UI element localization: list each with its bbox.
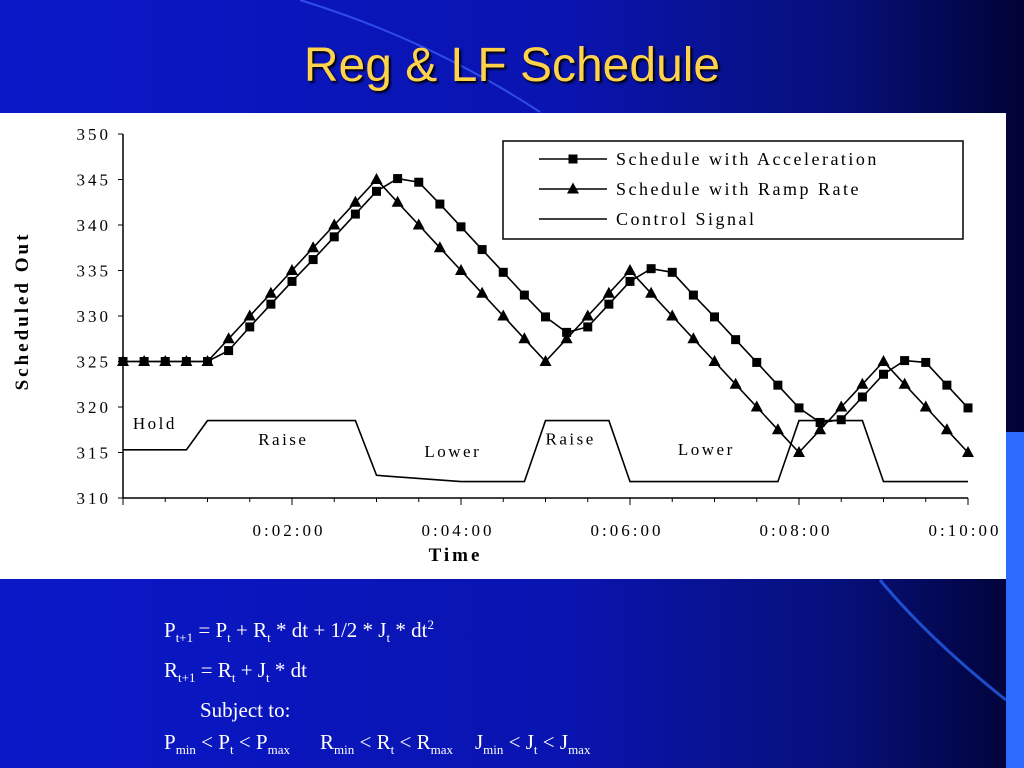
data-point-square bbox=[520, 291, 529, 300]
slide-title: Reg & LF Schedule bbox=[303, 39, 721, 92]
data-point-square bbox=[288, 277, 297, 286]
data-point-square bbox=[837, 415, 846, 424]
data-point-square bbox=[900, 356, 909, 365]
y-tick-label: 310 bbox=[76, 489, 111, 508]
data-point-square bbox=[689, 291, 698, 300]
region-label: Raise bbox=[545, 429, 596, 449]
data-point-square bbox=[245, 322, 254, 331]
data-point-square bbox=[414, 178, 423, 187]
data-point-square bbox=[647, 264, 656, 273]
legend-marker-square bbox=[569, 155, 578, 164]
y-axis-title: Scheduled Out bbox=[12, 231, 33, 391]
equation-block bbox=[164, 609, 590, 767]
data-point-square bbox=[499, 268, 508, 277]
data-point-square bbox=[393, 174, 402, 183]
data-point-square bbox=[309, 255, 318, 264]
rate-equation: $R_{t+1} = R_t + J_t$ * dt bbox=[164, 658, 307, 686]
x-tick-label: 0:02:00 bbox=[252, 521, 326, 540]
y-tick-label: 350 bbox=[76, 125, 111, 144]
data-point-triangle bbox=[371, 173, 383, 184]
data-point-square bbox=[773, 381, 782, 390]
data-point-square bbox=[435, 200, 444, 209]
data-point-square bbox=[942, 381, 951, 390]
y-tick-label: 340 bbox=[76, 216, 111, 235]
data-point-square bbox=[858, 392, 867, 401]
data-point-triangle bbox=[624, 264, 636, 275]
data-point-square bbox=[266, 300, 275, 309]
data-point-triangle bbox=[878, 355, 890, 366]
subject-to-label: Subject to: bbox=[200, 698, 291, 723]
y-tick-label: 345 bbox=[76, 170, 111, 190]
region-label: Lower bbox=[677, 440, 735, 460]
data-point-square bbox=[795, 403, 804, 412]
data-point-square bbox=[879, 370, 888, 379]
data-point-square bbox=[541, 312, 550, 321]
data-point-square bbox=[372, 187, 381, 196]
data-point-square bbox=[752, 358, 761, 367]
data-point-square bbox=[964, 403, 973, 412]
data-point-square bbox=[626, 277, 635, 286]
line-chart bbox=[0, 113, 1006, 579]
data-point-square bbox=[710, 312, 719, 321]
data-point-square bbox=[224, 346, 233, 355]
region-label: Hold bbox=[132, 413, 177, 433]
y-tick-label: 315 bbox=[76, 443, 111, 463]
x-tick-label: 0:08:00 bbox=[759, 521, 833, 540]
y-tick-label: 325 bbox=[76, 352, 111, 372]
data-point-square bbox=[351, 210, 360, 219]
data-point-square bbox=[478, 245, 487, 254]
position-equation: $P_{t+1} = P_t + R_t$ * dt + $1/2 * J_t * dt^2$ bbox=[164, 617, 434, 646]
y-tick-label: 320 bbox=[76, 398, 111, 417]
x-tick-label: 0:04:00 bbox=[421, 521, 495, 540]
data-point-square bbox=[921, 358, 930, 367]
y-tick-label: 335 bbox=[76, 261, 111, 281]
x-tick-label: 0:10:00 bbox=[928, 521, 1002, 540]
data-point-square bbox=[604, 300, 613, 309]
accent-bar bbox=[1006, 432, 1024, 768]
legend-label: Schedule with Acceleration bbox=[616, 149, 879, 169]
legend-label: Schedule with Ramp Rate bbox=[616, 179, 861, 199]
constraints-equation: $P_{min} < P_t < P_{max}$ $R_{min} < R_t < R_{max}$ $J_{min} < J_t < J_{max}$ bbox=[164, 730, 591, 758]
data-point-square bbox=[668, 268, 677, 277]
legend-label: Control Signal bbox=[616, 209, 757, 229]
data-point-square bbox=[457, 222, 466, 231]
x-tick-label: 0:06:00 bbox=[590, 521, 664, 540]
data-point-square bbox=[330, 232, 339, 241]
data-point-square bbox=[731, 335, 740, 344]
chart-panel bbox=[0, 113, 1006, 579]
y-tick-label: 330 bbox=[76, 307, 111, 326]
x-axis-title: Time bbox=[428, 545, 483, 566]
data-point-square bbox=[583, 322, 592, 331]
region-label: Raise bbox=[258, 430, 309, 450]
region-label: Lower bbox=[424, 442, 482, 462]
